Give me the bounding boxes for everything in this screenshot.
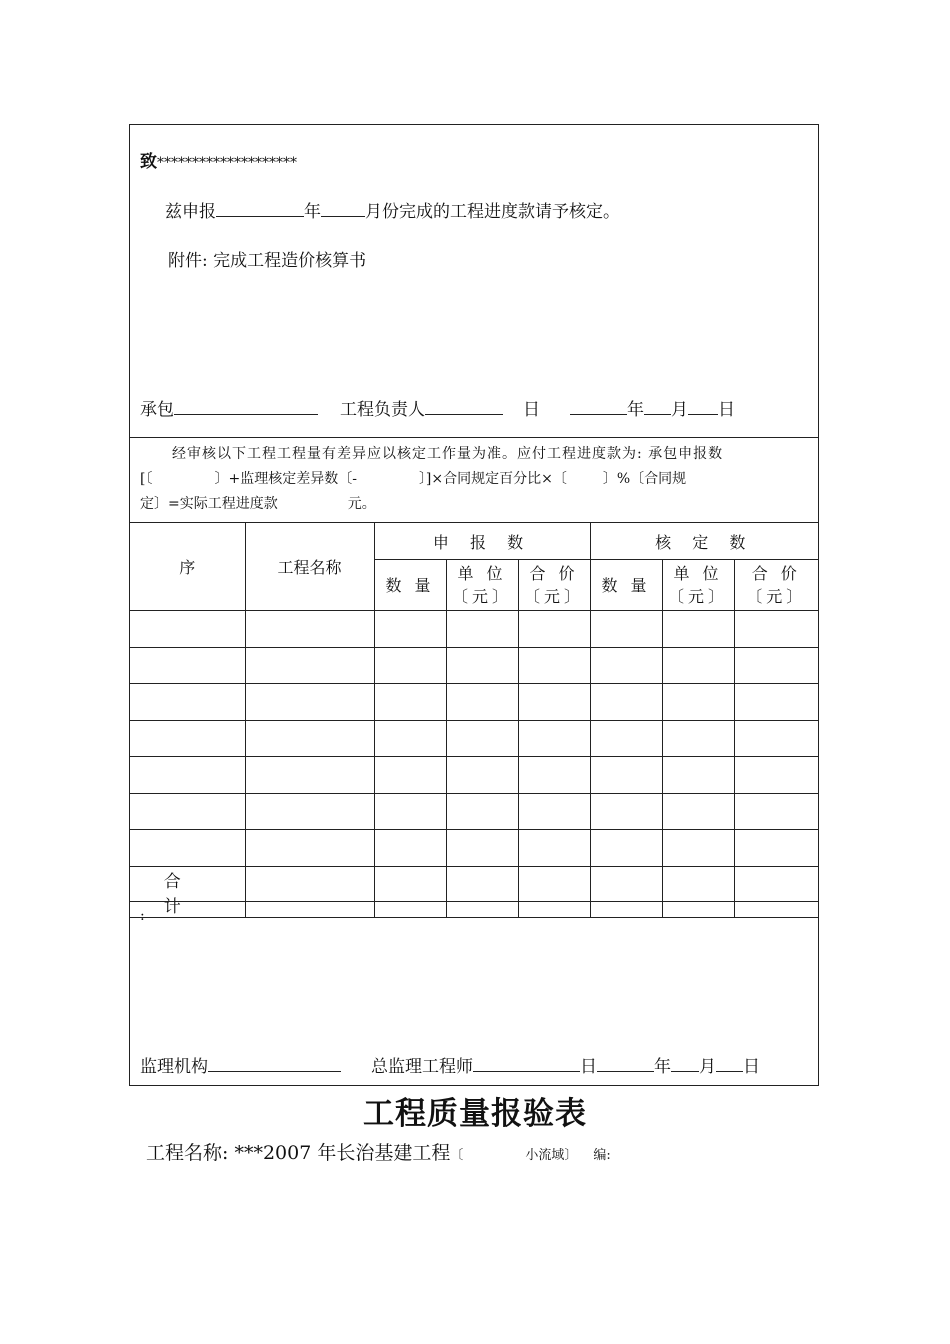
verified-total-price-yuan: 〔元〕 [746, 587, 807, 606]
verified-unit-price-yuan: 〔元〕 [667, 587, 728, 606]
table-cell[interactable] [374, 757, 446, 794]
date-day-label: 日 [718, 400, 735, 420]
supervision-year-label: 年 [654, 1057, 671, 1077]
table-cell[interactable] [130, 757, 245, 794]
table-cell[interactable] [130, 793, 245, 830]
table-row [130, 793, 818, 830]
table-row [130, 684, 818, 721]
supervision-month-blank[interactable] [671, 1055, 699, 1072]
review-line-1: 经审核以下工程工程量有差异应以核定工作量为准。应付工程进度款为: 承包申报数 [172, 446, 724, 462]
supervision-day2-label: 日 [743, 1057, 760, 1077]
table-cell[interactable] [518, 684, 590, 721]
table-cell[interactable] [374, 611, 446, 648]
table-cell[interactable] [446, 647, 518, 684]
supervision-year-blank[interactable] [597, 1055, 654, 1072]
table-cell[interactable] [734, 757, 818, 794]
chief-engineer-blank[interactable] [473, 1055, 580, 1072]
chief-engineer-label: 总监理工程师 [371, 1057, 473, 1077]
declared-unit-price-label: 单 位 [457, 564, 507, 583]
table-cell[interactable] [446, 720, 518, 757]
table-cell[interactable] [130, 647, 245, 684]
review-line-3 [140, 493, 376, 513]
table-cell[interactable] [662, 647, 734, 684]
table-header-row [130, 523, 818, 560]
table-cell[interactable] [130, 684, 245, 721]
table-cell[interactable] [734, 647, 818, 684]
table-cell[interactable] [374, 720, 446, 757]
declared-total-price-label: 合 价 [529, 564, 579, 583]
apply-year-blank[interactable] [216, 200, 304, 217]
table-row [130, 647, 818, 684]
table-cell[interactable] [374, 830, 446, 867]
table-cell[interactable] [518, 793, 590, 830]
project-name-line [146, 1138, 611, 1165]
table-cell[interactable] [446, 684, 518, 721]
supervision-month-label: 月 [699, 1057, 716, 1077]
table-cell[interactable] [374, 793, 446, 830]
supervision-org-blank[interactable] [208, 1055, 341, 1072]
table-cell[interactable] [518, 611, 590, 648]
review-yuan: 元。 [347, 496, 376, 512]
table-cell[interactable] [662, 720, 734, 757]
table-row [130, 611, 818, 648]
table-cell[interactable] [590, 611, 662, 648]
table-cell[interactable] [590, 793, 662, 830]
supervision-sign-line [140, 1052, 760, 1077]
table-cell[interactable] [245, 611, 374, 648]
date-month-label: 月 [671, 400, 688, 420]
supervision-section [130, 901, 818, 1087]
table-cell[interactable] [245, 757, 374, 794]
review-supervision-diff: 〕+监理核定差异数〔- [214, 471, 357, 487]
addressee-label: 致 [140, 152, 157, 172]
review-percentage: 〕]×合同规定百分比×〔 [418, 471, 567, 487]
table-cell[interactable] [518, 830, 590, 867]
table-cell[interactable] [245, 830, 374, 867]
supervision-day2-blank[interactable] [716, 1055, 743, 1072]
date-year-label: 年 [627, 400, 644, 420]
apply-month-blank[interactable] [321, 200, 365, 217]
supervision-colon: : [140, 908, 145, 924]
table-cell[interactable] [446, 757, 518, 794]
review-contract: 〕%〔合同规 [602, 471, 687, 487]
apply-year-label: 年 [304, 202, 321, 222]
addressee-mask: ******************** [157, 155, 297, 171]
table-cell[interactable] [662, 830, 734, 867]
attachment-line: 附件: 完成工程造价核算书 [168, 251, 367, 271]
header-declared: 申 报 数 [374, 523, 590, 560]
application-section [130, 125, 818, 437]
table-cell[interactable] [662, 611, 734, 648]
apply-line [165, 197, 620, 222]
quality-inspection-title: 工程质量报验表 [363, 1096, 587, 1132]
table-cell[interactable] [446, 611, 518, 648]
table-cell[interactable] [734, 793, 818, 830]
table-cell[interactable] [374, 684, 446, 721]
table-row [130, 757, 818, 794]
manager-label: 工程负责人 [340, 400, 425, 420]
paren-open: 〔 [450, 1148, 464, 1163]
header-seq: 序 [130, 523, 245, 611]
table-row [130, 830, 818, 867]
table-row [130, 720, 818, 757]
table-cell[interactable] [518, 647, 590, 684]
table-cell[interactable] [662, 684, 734, 721]
signature-line [140, 395, 735, 420]
declared-total-price [518, 560, 590, 611]
table-cell[interactable] [590, 830, 662, 867]
quantity-table [130, 522, 818, 918]
verified-total-price [734, 560, 818, 611]
addressee-line [140, 147, 297, 172]
contractor-blank[interactable] [174, 398, 318, 415]
code-label: 编: [593, 1148, 611, 1163]
project-name-label: 工程名称: ***2007 年长治基建工程 [146, 1142, 451, 1164]
progress-payment-form [129, 124, 819, 1086]
table-cell[interactable] [245, 720, 374, 757]
header-project-name: 工程名称 [245, 523, 374, 611]
contractor-label: 承包 [140, 400, 174, 420]
basin-label: 小流域〕 [525, 1148, 578, 1163]
table-cell[interactable] [130, 611, 245, 648]
table-cell[interactable] [245, 793, 374, 830]
declared-total-price-yuan: 〔元〕 [523, 587, 584, 606]
date-month-blank[interactable] [644, 398, 671, 415]
verified-unit-price [662, 560, 734, 611]
header-verified: 核 定 数 [590, 523, 818, 560]
table-cell[interactable] [734, 611, 818, 648]
declared-unit-price [446, 560, 518, 611]
review-bracket-open: [〔 [140, 471, 153, 487]
review-actual-payment: 定〕=实际工程进度款 [140, 496, 278, 512]
table-cell[interactable] [130, 830, 245, 867]
table-cell[interactable] [590, 684, 662, 721]
table-cell[interactable] [518, 757, 590, 794]
sum-label: 合 计 [130, 866, 245, 917]
review-section [130, 437, 818, 522]
date-year-blank[interactable] [570, 398, 627, 415]
review-line-2 [140, 468, 686, 488]
table-cell[interactable] [590, 720, 662, 757]
verified-unit-price-label: 单 位 [673, 564, 723, 583]
table-cell[interactable] [374, 647, 446, 684]
table-cell[interactable] [734, 720, 818, 757]
table-cell[interactable] [130, 720, 245, 757]
table-cell[interactable] [446, 830, 518, 867]
table-cell[interactable] [446, 793, 518, 830]
verified-total-price-label: 合 价 [751, 564, 801, 583]
table-cell[interactable] [662, 757, 734, 794]
table-cell[interactable] [245, 684, 374, 721]
date-day-blank[interactable] [688, 398, 718, 415]
table-cell[interactable] [734, 830, 818, 867]
table-cell[interactable] [245, 647, 374, 684]
verified-qty: 数 量 [590, 560, 662, 611]
apply-rest: 月份完成的工程进度款请予核定。 [365, 202, 620, 222]
supervision-day-label: 日 [580, 1057, 597, 1077]
table-cell[interactable] [518, 720, 590, 757]
declared-qty: 数 量 [374, 560, 446, 611]
table-cell[interactable] [590, 647, 662, 684]
table-cell[interactable] [734, 684, 818, 721]
day-label: 日 [523, 400, 540, 420]
apply-prefix: 兹申报 [165, 202, 216, 222]
table-cell[interactable] [662, 793, 734, 830]
declared-unit-price-yuan: 〔元〕 [451, 587, 512, 606]
table-cell[interactable] [590, 757, 662, 794]
supervision-org-label: 监理机构 [140, 1057, 208, 1077]
manager-blank[interactable] [425, 398, 503, 415]
